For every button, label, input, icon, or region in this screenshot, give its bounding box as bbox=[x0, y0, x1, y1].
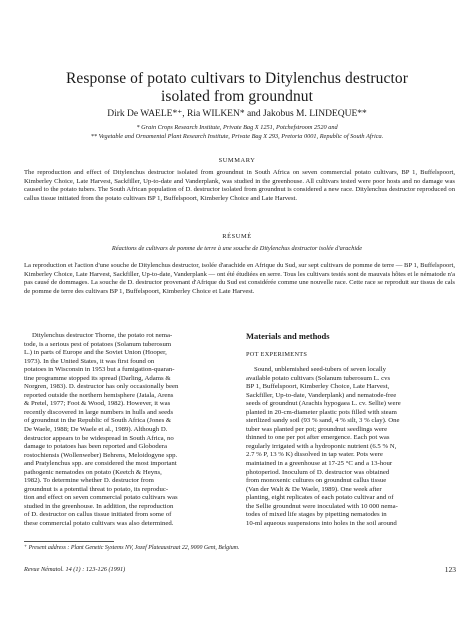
methods-line: the Sellie groundnut were inoculated with 10 000 nema- bbox=[246, 502, 398, 510]
intro-line: 1973). In the United States, it was first found on bbox=[24, 357, 155, 365]
materials-methods-heading: Materials and methods bbox=[246, 331, 330, 341]
intro-line: Norgren, 1983). D. destructor has only occasionally been bbox=[24, 383, 179, 391]
page-number: 123 bbox=[444, 565, 456, 574]
intro-line: L.) in parts of Europe and the Soviet Union (Hooper, bbox=[24, 349, 167, 357]
resume-heading: RÉSUMÉ bbox=[222, 233, 252, 240]
intro-line: tine programme stopped its spread (Darling, Adams & bbox=[24, 374, 171, 382]
title-line-1: Response of potato cultivars to Ditylenchus destructor bbox=[65, 70, 409, 87]
methods-column bbox=[246, 366, 456, 528]
summary-text: The reproduction and effect of Ditylenchus destructor isolated from groundnut in South Africa on seven commercial potato cultivars, BP 1, Buffelspoort, Kimberley Choice, Late Harvest, Sackfiller, Up-to-date and Vanderplank, was studied in the greenhouse. All cultivars tested were poor hosts and no damage was caused to the potato tubers. The South African population of D. destructor isolated from groundnut is considered a new race. Ditylenchus destructor reproduced on callus tissue initiated from the potato cultivars BP 1, Buffelspoort, Kimberley Choice and Late Harvest. bbox=[24, 169, 455, 203]
intro-line: pathogenic nematodes on potato (Keetch & Heyns, bbox=[24, 468, 162, 476]
methods-line: (Van der Walt & De Waele, 1989). One week after bbox=[246, 485, 382, 493]
intro-line: tode, is a serious pest of potatoes (Solanum tuberosum bbox=[24, 340, 172, 348]
author-line: Dirk De WAELE*⁺, Ria WILKEN* and Jakobus M. LINDEQUE** bbox=[107, 109, 367, 119]
intro-line: 1982). To determine whether D. destructor from bbox=[24, 477, 154, 485]
intro-line: studied in the greenhouse. In addition, the reproduction bbox=[24, 502, 174, 510]
intro-line: & Pretel, 1977; Foot & Wood, 1982). However, it was bbox=[24, 400, 171, 408]
intro-line: reported outside the northern hemisphere (Jatala, Arens bbox=[24, 391, 174, 399]
intro-line: of D. destructor on callus tissue initiated from some of bbox=[24, 511, 172, 519]
methods-line: sterilized sandy soil (93 % sand, 4 % silt, 3 % clay). One bbox=[246, 417, 400, 425]
intro-line: damage to potatoes has been reported and Globodera bbox=[24, 443, 168, 451]
methods-line: 10-ml aqueous suspensions into holes in the soil around bbox=[246, 519, 397, 527]
intro-line: Ditylenchus destructor Thorne, the potato rot nema- bbox=[32, 332, 173, 339]
methods-line: from monoxenic cultures on groundnut callus tissue bbox=[246, 477, 387, 485]
pot-experiments-heading: POT EXPERIMENTS bbox=[246, 351, 308, 358]
methods-line: Sackfiller, Up-to-date, Vanderplank) and nematode-free bbox=[246, 391, 397, 399]
intro-line: of groundnut in the Republic of South Africa (Jones & bbox=[24, 417, 172, 425]
methods-line: BP 1, Buffelspoort, Kimberley Choice, Late Harvest, bbox=[246, 383, 390, 391]
intro-line: groundnut is a potential threat to potato, its reproduc- bbox=[24, 485, 169, 493]
intro-line: destructor appears to be widespread in South Africa, no bbox=[24, 434, 174, 442]
methods-line: thinned to one per pot after emergence. Each pot was bbox=[246, 434, 390, 442]
methods-line: photoperiod. Inoculum of D. destructor was obtained bbox=[246, 468, 390, 476]
methods-line: 2.7 % P, 13 % K) dissolved in tap water. Pots were bbox=[246, 451, 383, 459]
intro-column bbox=[24, 332, 238, 529]
resume-subtitle: Réactions de cultivars de pomme de terre à une souche de Ditylenchus destructor isolée d'arachide bbox=[111, 245, 363, 252]
intro-line: rostochiensis (Wollenweber) Behrens, Meloidogyne spp. bbox=[24, 451, 178, 459]
intro-line: and Pratylenchus spp. are considered the most important bbox=[24, 460, 177, 468]
intro-line: recently discovered in large numbers in hulls and seeds bbox=[24, 408, 174, 416]
footnote-rule bbox=[24, 541, 114, 542]
methods-line: regularly irrigated with a hydroponic nutrient (6.5 % N, bbox=[246, 442, 397, 450]
summary-heading: SUMMARY bbox=[218, 157, 256, 164]
footnote: ⁺ Present address : Plant Genetic Systems NV, Jozef Plateaustraat 22, 9000 Gent, Belgium. bbox=[24, 545, 240, 551]
methods-line: Sound, unblemished seed-tubers of seven locally bbox=[254, 366, 386, 373]
methods-line: seeds of groundnut (Arachis hypogaea L. cv. Sellie) were bbox=[246, 400, 401, 408]
journal-reference: Revue Nématol. 14 (1) : 123-126 (1991) bbox=[24, 566, 126, 573]
affiliation-2: ** Vegetable and Ornamental Plant Research Institute, Private Bag X 293, Pretoria 0001, Republic of South Africa. bbox=[90, 133, 384, 140]
methods-line: tuber was planted per pot; groundnut seedlings were bbox=[246, 425, 388, 433]
methods-line: todes of mixed life stages by pipetting nematodes in bbox=[246, 511, 387, 519]
intro-line: these commercial potato cultivars was also determined. bbox=[24, 520, 174, 528]
affiliation-1: * Grain Crops Research Institute, Private Bag X 1251, Potchefstroom 2520 and bbox=[136, 124, 338, 131]
article-title bbox=[0, 70, 474, 106]
methods-line: maintained in a greenhouse at 17-25 °C and a 13-hour bbox=[246, 460, 393, 468]
methods-line: planting, eight replicates of each potato cultivar and of bbox=[246, 494, 394, 502]
methods-line: available potato cultivars (Solanum tuberosum L. cvs bbox=[246, 374, 391, 382]
intro-line: tion and effect on seven commercial potato cultivars was bbox=[24, 494, 178, 502]
intro-line: De Waele, 1988; De Waele et al., 1989). Although D. bbox=[24, 426, 168, 434]
intro-line: potatoes in Wisconsin in 1953 but a fumigation-quaran- bbox=[24, 366, 175, 374]
methods-line: planted in 20-cm-diameter plastic pots filled with steam bbox=[246, 408, 397, 416]
resume-text: La reproduction et l'action d'une souche de Ditylenchus destructor, isolée d'arachide en Afrique du Sud, sur sept cultivars de pomme de terre — BP 1, Buffelspoort, Kimberley Choice, Late Harvest, Sackfiller, Up-to-date, Vanderplank — ont été étudiées en serre. Tous les cultivars testés sont de mauvais hôtes et le nématode n'a pas causé de dommages. La souche de D. destructor provenant d'Afrique du Sud est considérée comme une nouvelle race. Cette race se reproduit sur tissus de cals de pomme de terre des cultivars BP 1, Buffelspoort, Kimberley Choice et Late Harvest. bbox=[24, 262, 455, 296]
title-line-2: isolated from groundnut bbox=[160, 88, 314, 105]
